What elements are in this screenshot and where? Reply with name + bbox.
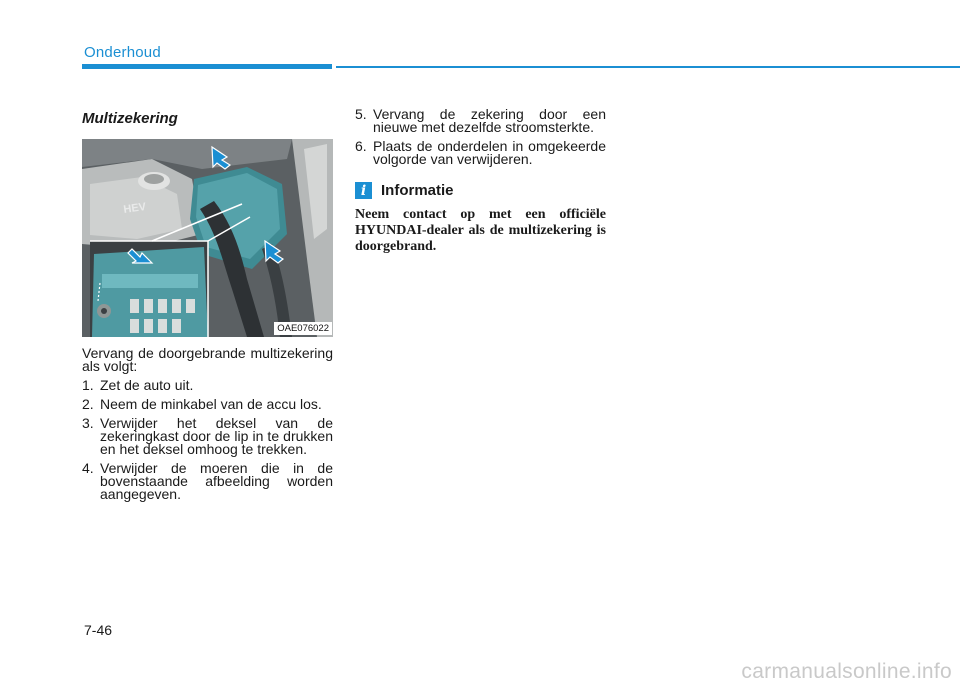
- step-text: Neem de minkabel van de accu los.: [100, 396, 322, 412]
- step-number: 5.: [355, 106, 367, 122]
- step-item: [82, 417, 333, 456]
- intro-paragraph: Vervang de doorgebrande multizekering als volgt:: [82, 345, 333, 374]
- step-number: 4.: [82, 460, 94, 476]
- step-item: [82, 398, 333, 411]
- left-column: [82, 108, 333, 507]
- steps-list-right: [355, 108, 606, 166]
- info-icon: i: [355, 182, 372, 199]
- step-text: Plaats de onderdelen in omgekeerde volgorde van verwijderen.: [373, 138, 606, 167]
- step-number: 2.: [82, 396, 94, 412]
- step-number: 3.: [82, 415, 94, 431]
- step-item: [82, 462, 333, 501]
- engine-bay-illustration: [82, 139, 333, 337]
- step-text: Zet de auto uit.: [100, 377, 194, 393]
- step-text: Verwijder het deksel van de zekeringkast door de lip in te drukken en het deksel omhoog te trekken.: [100, 415, 333, 457]
- step-item: [355, 140, 606, 166]
- info-text: Neem contact op met een officiële HYUNDAI-dealer als de multizekering is doorgebrand.: [355, 207, 606, 254]
- step-text: Vervang de zekering door een nieuwe met dezelfde stroomsterkte.: [373, 106, 606, 135]
- section-title: Onderhoud: [84, 44, 161, 61]
- step-item: [355, 108, 606, 134]
- subheading: Multizekering: [82, 110, 178, 127]
- step-number: 6.: [355, 138, 367, 154]
- step-item: [82, 379, 333, 392]
- info-heading: [355, 182, 606, 199]
- engine-bay-figure: [82, 139, 333, 337]
- figure-code: OAE076022: [274, 322, 332, 335]
- header-rule-thick: [82, 64, 332, 69]
- page-number: 7-46: [84, 622, 113, 638]
- right-column: [355, 108, 606, 255]
- step-number: 1.: [82, 377, 94, 393]
- watermark: carmanualsonline.info: [741, 660, 952, 683]
- svg-text:HEV: HEV: [122, 200, 147, 216]
- info-title: Informatie: [381, 182, 454, 199]
- steps-list-left: [82, 379, 333, 501]
- header-rule-thin: [336, 66, 960, 68]
- step-text: Verwijder de moeren die in de bovenstaande afbeelding worden aangegeven.: [100, 460, 333, 502]
